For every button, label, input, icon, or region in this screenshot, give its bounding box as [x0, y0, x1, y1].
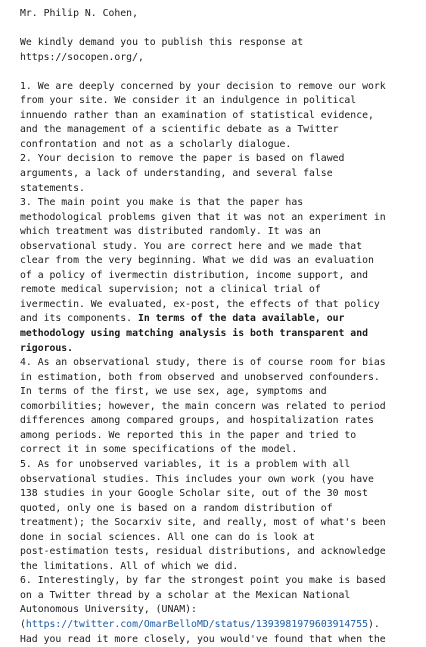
- point-2-line: statements.: [20, 182, 85, 194]
- point-1-line: from your site. We consider it an indulgence in political: [20, 95, 357, 107]
- point-5-line: quoted, only one is based on a random distribution of: [20, 502, 333, 514]
- point-3-line: remote medical supervision; not a clinical trial of: [20, 284, 321, 296]
- point-4-line: differences among compared groups, and hospitalization rates: [20, 415, 374, 427]
- point-5-line: 138 studies in your Google Scholar site, out of the 30 most: [20, 488, 368, 500]
- point-3: [20, 196, 422, 356]
- point-4-line: comorbilities; however, the main concern was related to period: [20, 400, 386, 412]
- point-6-link-line: [20, 618, 422, 633]
- point-6-line: on a Twitter thread by a scholar at the Mexican National: [20, 589, 351, 601]
- point-2-line: arguments, a lack of understanding, and several false: [20, 168, 333, 180]
- point-5-line: done in social sciences. All one can do is look at: [20, 531, 315, 543]
- point-1-line: 1. We are deeply concerned by your decision to remove our work: [20, 80, 386, 92]
- point-4: [20, 356, 422, 458]
- point-1: [20, 80, 422, 153]
- link-open-paren: (: [20, 618, 26, 630]
- point-3-mixed-line: [20, 312, 422, 327]
- point-3-line: ivermectin. We evaluated, ex-post, the effects of that policy: [20, 298, 380, 310]
- point-5-line: the limitations. All of which we did.: [20, 560, 239, 572]
- point-3-line: which treatment was distributed randomly. It was an: [20, 226, 321, 238]
- point-3-line: clear from the very beginning. What we did was an evaluation: [20, 255, 374, 267]
- point-1-line: innuendo rather than an examination of statistical evidence,: [20, 109, 374, 121]
- point-2: [20, 152, 422, 196]
- point-1-line: and the management of a scientific debate as a Twitter: [20, 124, 339, 136]
- spacer: [20, 22, 422, 37]
- point-4-line: among periods. We reported this in the paper and tried to: [20, 429, 357, 441]
- point-4-line: in estimation, both from observed and unobserved confounders.: [20, 371, 380, 383]
- point-3-line: methodological problems given that it was not an experiment in: [20, 211, 386, 223]
- point-2-line: 2. Your decision to remove the paper is based on flawed: [20, 153, 345, 165]
- point-3-line: of a policy of ivermectin distribution, income support, and: [20, 269, 368, 281]
- point-4-line: 4. As an observational study, there is of course room for bias: [20, 357, 386, 369]
- twitter-thread-link[interactable]: https://twitter.com/OmarBelloMD/status/1393981979603914755: [25, 618, 369, 630]
- spacer: [20, 65, 422, 80]
- point-4-line: correct it in some specifications of the model.: [20, 444, 298, 456]
- point-5: [20, 458, 422, 574]
- point-3-bold-text: In terms of the data available, our: [137, 313, 345, 325]
- point-3-line: and its components.: [20, 313, 138, 325]
- intro-line: We kindly demand you to publish this response at: [20, 37, 304, 49]
- point-5-line: observational studies. This includes your own work (you have: [20, 473, 374, 485]
- point-6: [20, 574, 422, 647]
- link-close-paren: ).: [368, 618, 380, 630]
- point-3-bold-text: rigorous.: [20, 342, 74, 354]
- point-5-line: 5. As for unobserved variables, it is a problem with all: [20, 458, 351, 470]
- point-6-line: 6. Interestingly, by far the strongest point you make is based: [20, 575, 386, 587]
- point-5-line: treatment); the Socarxiv site, and really, most of what's been: [20, 517, 386, 529]
- point-5-line: post-estimation tests, residual distributions, and acknowledge: [20, 546, 386, 558]
- point-3-line: observational study. You are correct here and we made that: [20, 240, 363, 252]
- point-3-bold-text: methodology using matching analysis is both transparent and: [20, 328, 368, 340]
- point-1-line: confrontation and not as a scholarly dialogue.: [20, 138, 292, 150]
- intro-url: https://socopen.org/,: [20, 51, 144, 63]
- point-4-line: In terms of the first, we use sex, age, symptoms and: [20, 386, 327, 398]
- point-6-line: Had you read it more closely, you would've found that when the: [20, 633, 386, 645]
- salutation: Mr. Philip N. Cohen,: [20, 8, 138, 19]
- point-6-line: Autonomous University, (UNAM):: [20, 604, 197, 616]
- point-3-line: 3. The main point you make is that the paper has: [20, 197, 304, 209]
